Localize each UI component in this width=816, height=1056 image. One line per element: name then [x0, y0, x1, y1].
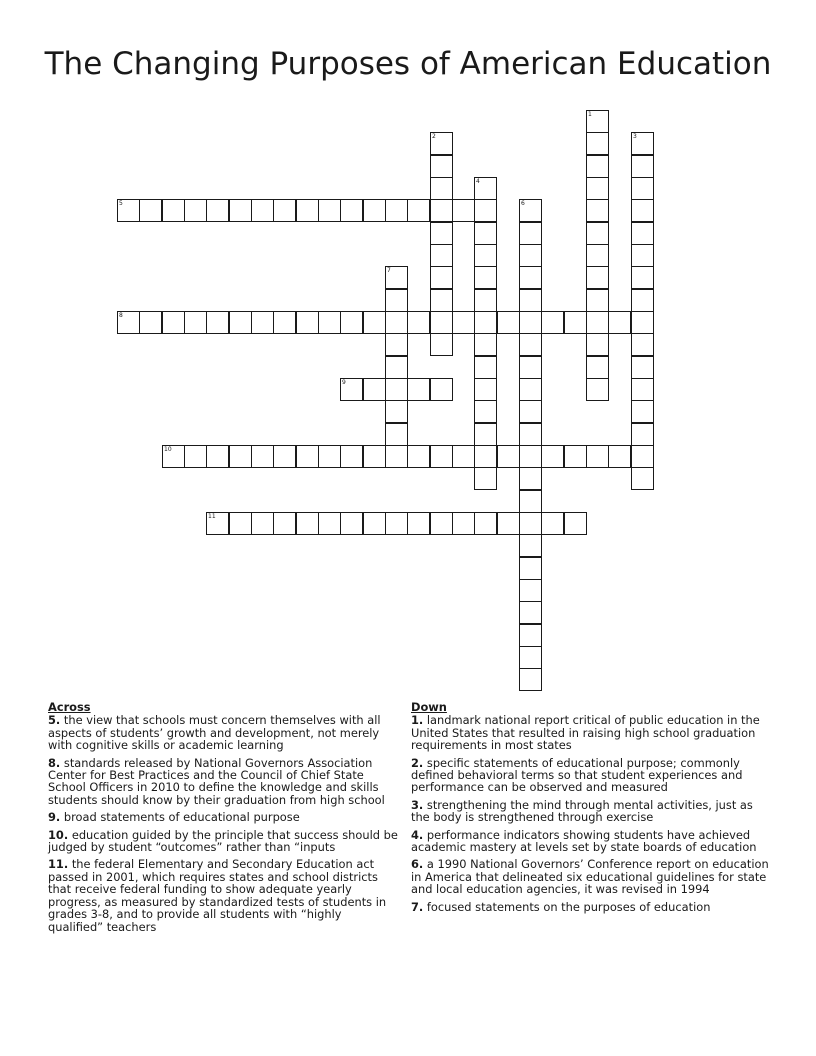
grid-cell[interactable] — [519, 512, 542, 535]
grid-cell[interactable] — [318, 311, 341, 334]
grid-cell[interactable] — [117, 311, 140, 334]
grid-cell[interactable] — [631, 155, 654, 178]
grid-cell[interactable] — [519, 244, 542, 267]
grid-cell[interactable] — [631, 445, 654, 468]
grid-cell[interactable] — [340, 378, 363, 401]
grid-cell[interactable] — [519, 423, 542, 446]
clue-number-label: 1 — [588, 111, 592, 118]
grid-cell[interactable] — [206, 311, 229, 334]
grid-cell[interactable] — [318, 512, 341, 535]
grid-cell[interactable] — [162, 311, 185, 334]
grid-cell[interactable] — [474, 356, 497, 379]
grid-cell[interactable] — [631, 333, 654, 356]
grid-cell[interactable] — [586, 222, 609, 245]
grid-cell[interactable] — [229, 512, 252, 535]
grid-cell[interactable] — [474, 289, 497, 312]
grid-cell[interactable] — [296, 445, 319, 468]
across-clue — [48, 811, 398, 823]
grid-cell[interactable] — [631, 132, 654, 155]
grid-cell[interactable] — [385, 378, 408, 401]
grid-cell[interactable] — [519, 378, 542, 401]
grid-cell[interactable] — [586, 311, 609, 334]
grid-cell[interactable] — [363, 199, 386, 222]
grid-cell[interactable] — [385, 289, 408, 312]
grid-cell[interactable] — [407, 199, 430, 222]
down-clue — [411, 714, 771, 751]
grid-cell[interactable] — [474, 400, 497, 423]
clue-number: 9. — [48, 810, 61, 825]
clue-text: the view that schools must concern themselves with all aspects of students’ growth and development, not merely with cognitive skills or academic learning — [48, 713, 381, 753]
grid-cell[interactable] — [385, 423, 408, 446]
across-clue — [48, 829, 398, 854]
grid-cell[interactable] — [251, 311, 274, 334]
clue-text: the federal Elementary and Secondary Education act passed in 2001, which requires states and school districts that receive federal funding to show adequate yearly progress, as measured by standardized tests of students in grades 3-8, and to provide all students with “highly qualified” teachers — [48, 857, 387, 934]
grid-cell[interactable] — [474, 467, 497, 490]
clue-number: 4. — [411, 827, 424, 842]
grid-cell[interactable] — [430, 289, 453, 312]
grid-cell[interactable] — [519, 400, 542, 423]
grid-cell[interactable] — [474, 177, 497, 200]
grid-cell[interactable] — [184, 199, 207, 222]
grid-cell[interactable] — [586, 177, 609, 200]
grid-cell[interactable] — [407, 512, 430, 535]
grid-cell[interactable] — [586, 244, 609, 267]
grid-cell[interactable] — [407, 378, 430, 401]
clue-number-label: 7 — [387, 267, 391, 274]
down-clues — [411, 701, 771, 918]
grid-cell[interactable] — [519, 333, 542, 356]
grid-cell[interactable] — [251, 445, 274, 468]
grid-cell[interactable] — [430, 445, 453, 468]
grid-cell[interactable] — [452, 199, 475, 222]
grid-cell[interactable] — [519, 601, 542, 624]
grid-cell[interactable] — [519, 445, 542, 468]
grid-cell[interactable] — [273, 199, 296, 222]
grid-cell[interactable] — [340, 199, 363, 222]
grid-cell[interactable] — [363, 445, 386, 468]
grid-cell[interactable] — [631, 222, 654, 245]
clue-text: education guided by the principle that success should be judged by student “outcomes” rather than “inputs — [48, 827, 398, 855]
grid-cell[interactable] — [519, 579, 542, 602]
down-clue — [411, 799, 771, 824]
grid-cell[interactable] — [474, 199, 497, 222]
clue-number-label: 6 — [521, 200, 525, 207]
grid-cell[interactable] — [474, 244, 497, 267]
clue-number: 3. — [411, 797, 424, 812]
grid-cell[interactable] — [430, 244, 453, 267]
grid-cell[interactable] — [519, 490, 542, 513]
clue-number-label: 3 — [633, 133, 637, 140]
grid-cell[interactable] — [541, 445, 564, 468]
grid-cell[interactable] — [564, 311, 587, 334]
grid-cell[interactable] — [162, 445, 185, 468]
grid-cell[interactable] — [229, 199, 252, 222]
grid-cell[interactable] — [631, 311, 654, 334]
grid-cell[interactable] — [474, 222, 497, 245]
grid-cell[interactable] — [296, 311, 319, 334]
grid-cell[interactable] — [519, 222, 542, 245]
grid-cell[interactable] — [586, 155, 609, 178]
clue-number: 7. — [411, 899, 424, 914]
grid-cell[interactable] — [541, 512, 564, 535]
grid-cell[interactable] — [631, 289, 654, 312]
grid-cell[interactable] — [430, 311, 453, 334]
grid-cell[interactable] — [519, 534, 542, 557]
down-clue — [411, 901, 771, 913]
grid-cell[interactable] — [586, 289, 609, 312]
down-clue — [411, 829, 771, 854]
grid-cell[interactable] — [586, 445, 609, 468]
grid-cell[interactable] — [519, 311, 542, 334]
grid-cell[interactable] — [407, 311, 430, 334]
clue-number-label: 5 — [119, 200, 123, 207]
clue-text: strengthening the mind through mental activities, just as the body is strengthened through exercise — [411, 797, 753, 825]
clue-number: 6. — [411, 857, 424, 872]
puzzle-title: The Changing Purposes of American Education — [44, 46, 772, 82]
grid-cell[interactable] — [251, 512, 274, 535]
grid-cell[interactable] — [318, 199, 341, 222]
across-clue — [48, 714, 398, 751]
grid-cell[interactable] — [229, 311, 252, 334]
grid-cell[interactable] — [586, 266, 609, 289]
grid-cell[interactable] — [340, 311, 363, 334]
grid-cell[interactable] — [586, 356, 609, 379]
grid-cell[interactable] — [586, 132, 609, 155]
grid-cell[interactable] — [631, 199, 654, 222]
grid-cell[interactable] — [206, 199, 229, 222]
across-heading: Across — [48, 700, 91, 714]
clue-text: standards released by National Governors Association Center for Best Practices and the Council of Chief State School Officers in 2010 to define the knowledge and skills students should know by their graduation from high school — [48, 755, 385, 807]
grid-cell[interactable] — [631, 423, 654, 446]
clue-number: 10. — [48, 827, 69, 842]
down-heading: Down — [411, 700, 447, 714]
grid-cell[interactable] — [452, 311, 475, 334]
grid-cell[interactable] — [631, 266, 654, 289]
grid-cell[interactable] — [631, 356, 654, 379]
grid-cell[interactable] — [251, 199, 274, 222]
grid-cell[interactable] — [385, 199, 408, 222]
grid-cell[interactable] — [586, 110, 609, 133]
clue-number-label: 10 — [164, 446, 172, 453]
grid-cell[interactable] — [474, 445, 497, 468]
grid-cell[interactable] — [139, 199, 162, 222]
grid-cell[interactable] — [519, 624, 542, 647]
grid-cell[interactable] — [564, 512, 587, 535]
grid-cell[interactable] — [452, 445, 475, 468]
grid-cell[interactable] — [430, 512, 453, 535]
grid-cell[interactable] — [229, 445, 252, 468]
down-clue — [411, 757, 771, 794]
grid-cell[interactable] — [117, 199, 140, 222]
grid-cell[interactable] — [385, 311, 408, 334]
grid-cell[interactable] — [363, 311, 386, 334]
grid-cell[interactable] — [474, 512, 497, 535]
grid-cell[interactable] — [273, 445, 296, 468]
grid-cell[interactable] — [430, 199, 453, 222]
grid-cell[interactable] — [340, 512, 363, 535]
grid-cell[interactable] — [474, 378, 497, 401]
grid-cell[interactable] — [608, 445, 631, 468]
grid-cell[interactable] — [519, 199, 542, 222]
clue-number: 8. — [48, 755, 61, 770]
grid-cell[interactable] — [631, 177, 654, 200]
grid-cell[interactable] — [273, 512, 296, 535]
grid-cell[interactable] — [474, 266, 497, 289]
grid-cell[interactable] — [318, 445, 341, 468]
grid-cell[interactable] — [519, 467, 542, 490]
grid-cell[interactable] — [430, 177, 453, 200]
across-clue — [48, 858, 398, 932]
clue-number-label: 9 — [342, 379, 346, 386]
clue-number-label: 8 — [119, 312, 123, 319]
grid-cell[interactable] — [608, 311, 631, 334]
grid-cell[interactable] — [162, 199, 185, 222]
grid-cell[interactable] — [631, 400, 654, 423]
clue-text: focused statements on the purposes of education — [426, 899, 711, 914]
clue-number-label: 2 — [432, 133, 436, 140]
grid-cell[interactable] — [184, 311, 207, 334]
grid-cell[interactable] — [385, 333, 408, 356]
grid-cell[interactable] — [385, 266, 408, 289]
grid-cell[interactable] — [474, 423, 497, 446]
grid-cell[interactable] — [206, 512, 229, 535]
grid-cell[interactable] — [474, 311, 497, 334]
grid-cell[interactable] — [139, 311, 162, 334]
grid-cell[interactable] — [586, 378, 609, 401]
clue-number-label: 11 — [208, 513, 216, 520]
grid-cell[interactable] — [385, 356, 408, 379]
grid-cell[interactable] — [586, 199, 609, 222]
grid-cell[interactable] — [385, 512, 408, 535]
grid-cell[interactable] — [430, 378, 453, 401]
grid-cell[interactable] — [519, 646, 542, 669]
down-clue — [411, 858, 771, 895]
grid-cell[interactable] — [519, 289, 542, 312]
grid-cell[interactable] — [452, 512, 475, 535]
across-clue — [48, 757, 398, 807]
clue-number: 5. — [48, 713, 61, 728]
clue-number: 11. — [48, 857, 69, 872]
grid-cell[interactable] — [497, 311, 520, 334]
grid-cell[interactable] — [631, 244, 654, 267]
clue-number: 2. — [411, 755, 424, 770]
across-clues — [48, 701, 398, 938]
clue-number-label: 4 — [476, 178, 480, 185]
grid-cell[interactable] — [474, 333, 497, 356]
clue-text: specific statements of educational purpose; commonly defined behavioral terms so that student experiences and performance can be observed and measured — [411, 755, 743, 795]
clue-number: 1. — [411, 713, 424, 728]
grid-cell[interactable] — [564, 445, 587, 468]
grid-cell[interactable] — [497, 445, 520, 468]
grid-cell[interactable] — [363, 378, 386, 401]
grid-cell[interactable] — [430, 333, 453, 356]
grid-cell[interactable] — [430, 132, 453, 155]
clue-text: a 1990 National Governors’ Conference report on education in America that delineated six educational guidelines for state and local education agencies, it was revised in 1994 — [411, 857, 769, 897]
grid-cell[interactable] — [519, 557, 542, 580]
grid-cell[interactable] — [430, 222, 453, 245]
grid-cell[interactable] — [430, 155, 453, 178]
grid-cell[interactable] — [519, 266, 542, 289]
grid-cell[interactable] — [497, 512, 520, 535]
grid-cell[interactable] — [340, 445, 363, 468]
grid-cell[interactable] — [631, 467, 654, 490]
clue-text: performance indicators showing students have achieved academic mastery at levels set by state boards of education — [411, 827, 757, 855]
grid-cell[interactable] — [363, 512, 386, 535]
grid-cell[interactable] — [296, 199, 319, 222]
grid-cell[interactable] — [296, 512, 319, 535]
clue-text: broad statements of educational purpose — [63, 810, 300, 825]
grid-cell[interactable] — [385, 400, 408, 423]
grid-cell[interactable] — [586, 333, 609, 356]
grid-cell[interactable] — [631, 378, 654, 401]
clue-text: landmark national report critical of public education in the United States that resulted in raising high school graduation requirements in most states — [411, 713, 760, 753]
grid-cell[interactable] — [273, 311, 296, 334]
grid-cell[interactable] — [519, 668, 542, 691]
grid-cell[interactable] — [519, 356, 542, 379]
grid-cell[interactable] — [430, 266, 453, 289]
grid-cell[interactable] — [385, 445, 408, 468]
grid-cell[interactable] — [541, 311, 564, 334]
grid-cell[interactable] — [206, 445, 229, 468]
grid-cell[interactable] — [407, 445, 430, 468]
grid-cell[interactable] — [184, 445, 207, 468]
